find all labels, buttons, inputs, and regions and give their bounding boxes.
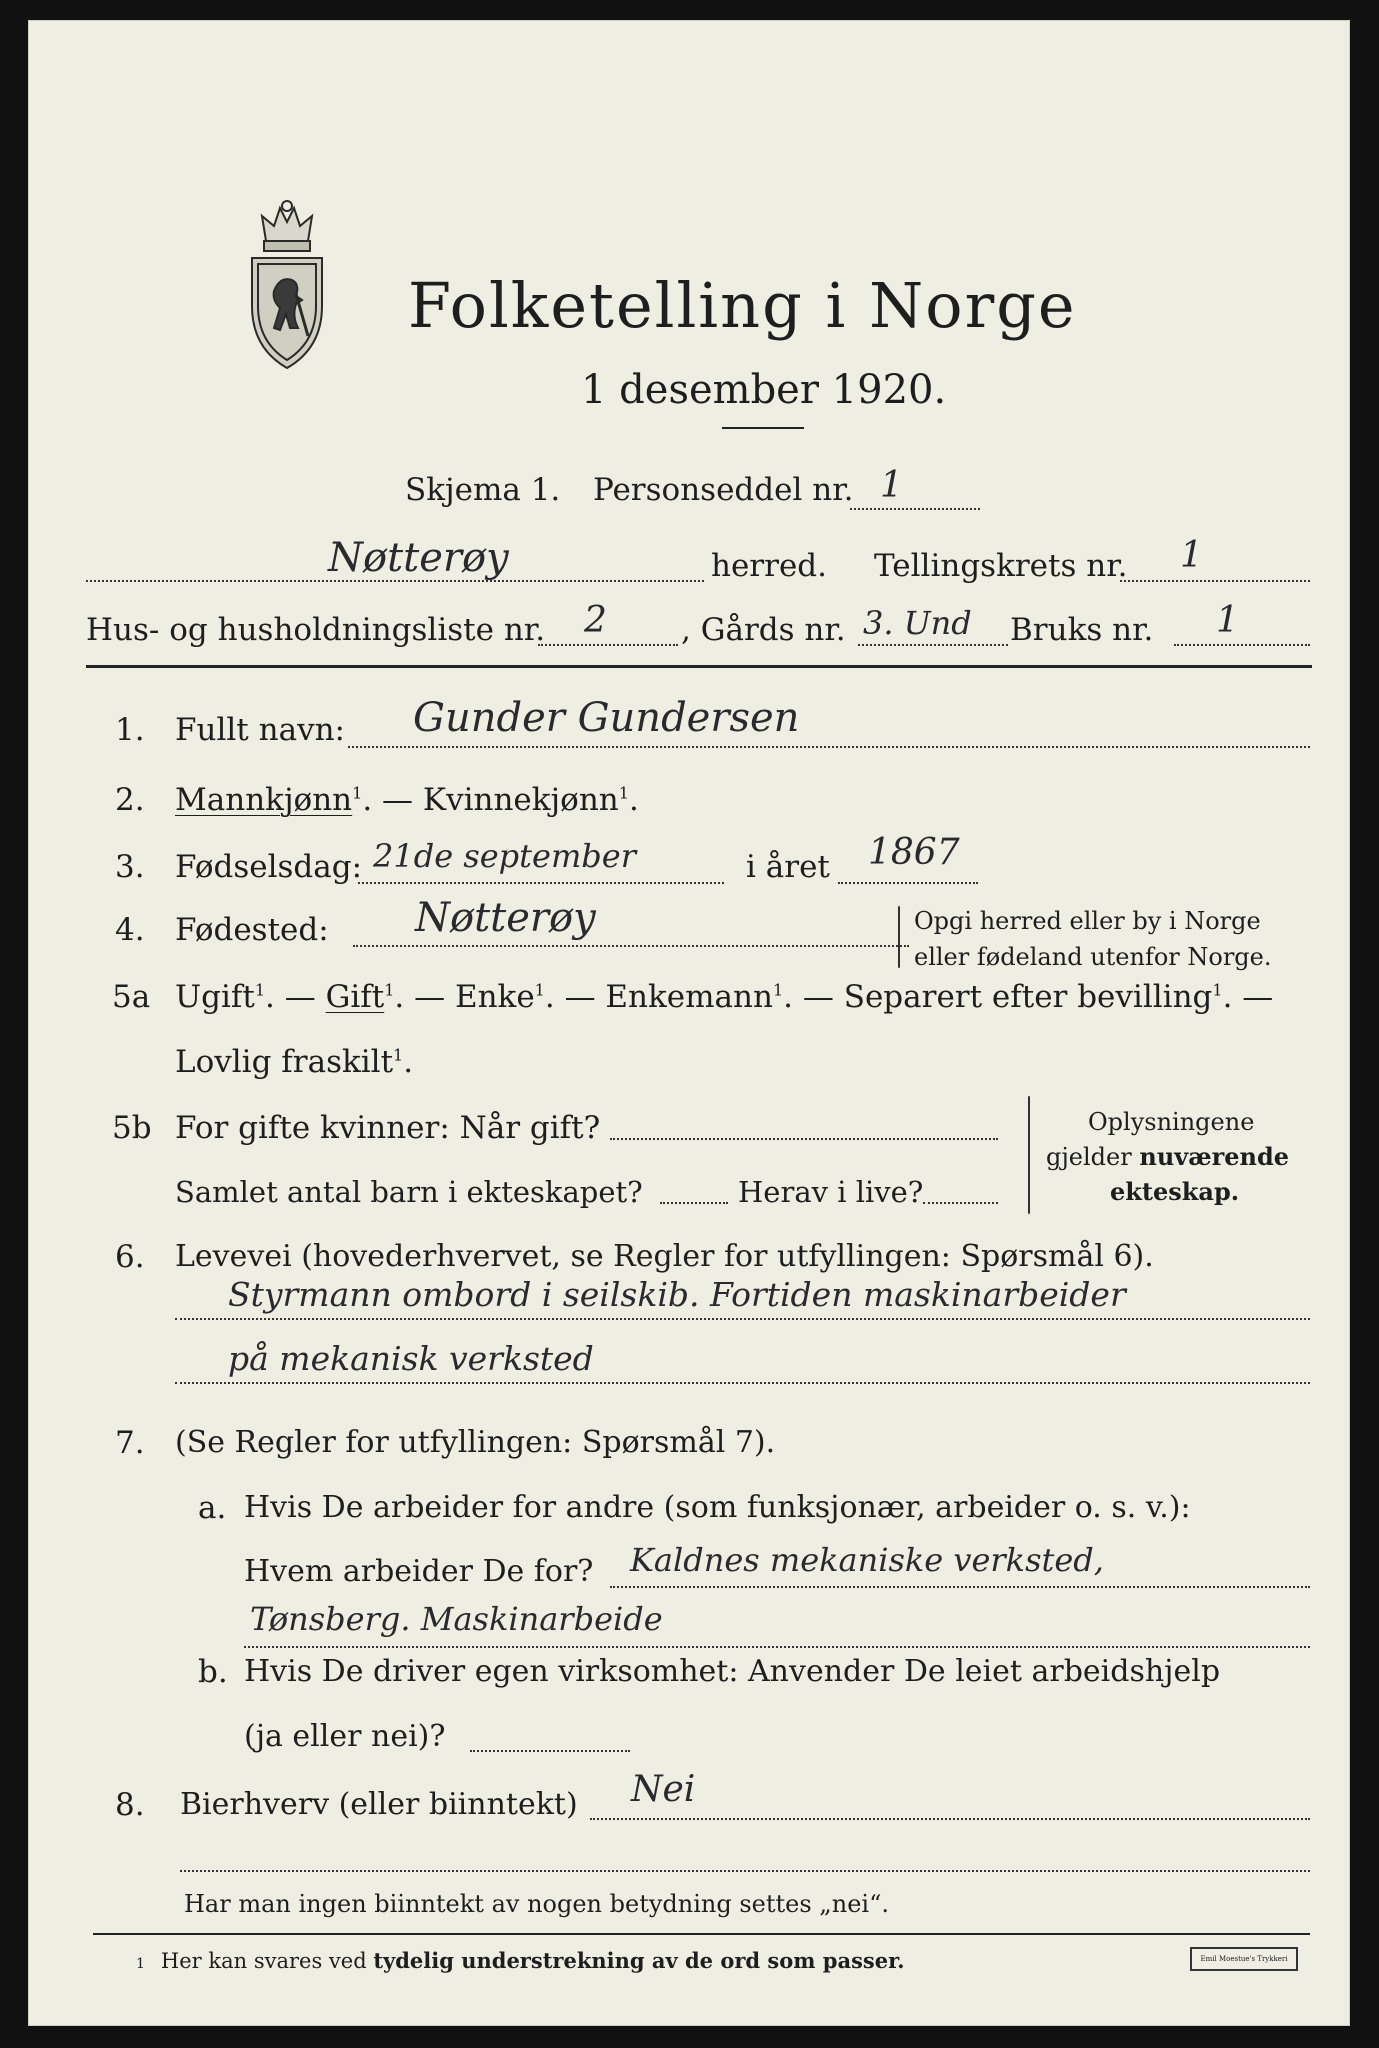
- footnote-text-a: Her kan svares ved: [160, 1949, 367, 1973]
- q5b-number: 5b: [112, 1110, 152, 1146]
- q5b-brace: [1028, 1096, 1030, 1214]
- q4-note-2: eller fødeland utenfor Norge.: [914, 943, 1272, 971]
- enke-option: Enke: [454, 979, 535, 1015]
- q5a-number: 5a: [112, 979, 151, 1015]
- no-income-note: Har man ingen biinntekt av nogen betydning settes „nei“.: [184, 1890, 889, 1918]
- q8-number: 8.: [115, 1787, 145, 1823]
- q3-number: 3.: [115, 849, 145, 885]
- q7b-question: (ja eller nei)?: [244, 1719, 446, 1754]
- q7a-number: a.: [198, 1490, 227, 1526]
- year-line: [838, 882, 978, 884]
- herred-value: Nøtterøy: [328, 535, 509, 581]
- herred-label: herred.: [711, 548, 827, 584]
- bruks-number: 1: [1216, 600, 1239, 641]
- krets-number: 1: [1180, 535, 1203, 576]
- gards-line: [858, 644, 1008, 646]
- employer-value-1: Kaldnes mekaniske verksted,: [630, 1541, 1104, 1579]
- q7-number: 7.: [115, 1425, 145, 1461]
- q7a-who-label: Hvem arbeider De for?: [244, 1554, 594, 1589]
- printer-stamp: [1190, 1947, 1298, 1971]
- person-line: [850, 508, 980, 510]
- schema-label: Skjema 1.: [405, 472, 561, 508]
- enkemann-option: Enkemann: [605, 979, 773, 1015]
- q1-line: [348, 746, 1310, 748]
- q4-label: Fødested:: [175, 912, 329, 948]
- q7a-text: Hvis De arbeider for andre (som funksjonær, arbeider o. s. v.):: [244, 1490, 1191, 1525]
- krets-line: [1120, 580, 1310, 582]
- q5b-note-1: Oplysningene: [1088, 1108, 1255, 1136]
- q6-number: 6.: [115, 1239, 145, 1275]
- footnote-ref: 1: [393, 1045, 404, 1065]
- footer-divider: [93, 1933, 1310, 1935]
- footnote-ref: 1: [1212, 980, 1223, 1000]
- bruks-line: [1174, 644, 1310, 646]
- q5b-note-2: [1046, 1142, 1290, 1171]
- footnote-ref: 1: [384, 980, 395, 1000]
- year-label: i året: [746, 849, 830, 885]
- q8-line-2: [180, 1870, 1310, 1872]
- separert-option: Separert efter bevilling: [843, 979, 1213, 1015]
- q3-label: Fødselsdag:: [175, 849, 363, 885]
- q5b-label: For gifte kvinner: Når gift?: [175, 1110, 601, 1146]
- q8-line: [590, 1818, 1310, 1820]
- children-label: Samlet antal barn i ekteskapet?: [175, 1175, 643, 1209]
- gards-number: 3. Und: [863, 604, 972, 642]
- note-current: nuværende: [1139, 1142, 1290, 1171]
- period: .: [628, 782, 639, 818]
- census-form: [28, 20, 1350, 2026]
- form-title: Folketelling i Norge: [408, 269, 1077, 342]
- alive-line: [923, 1202, 998, 1204]
- footnote-ref: 1: [618, 783, 629, 803]
- q6-line-2: [175, 1382, 1310, 1384]
- q7a-line-1: [610, 1586, 1310, 1588]
- hus-line: [538, 644, 678, 646]
- birthplace-value: Nøtterøy: [415, 895, 596, 941]
- q7-label: (Se Regler for utfyllingen: Spørsmål 7).: [175, 1425, 776, 1460]
- person-number: 1: [880, 465, 903, 506]
- q1-number: 1.: [115, 712, 145, 748]
- census-date: 1 desember 1920.: [581, 367, 947, 413]
- title-divider: [722, 427, 804, 429]
- alive-label: Herav i live?: [738, 1175, 924, 1209]
- q7b-line: [470, 1750, 630, 1752]
- footnote-ref: 1: [772, 980, 784, 1000]
- footnote-marker: 1: [136, 1956, 145, 1972]
- birth-year-value: 1867: [868, 832, 960, 873]
- q2-options: [175, 782, 639, 818]
- q5b-note-3: ekteskap.: [1110, 1177, 1240, 1206]
- ugift-option: Ugift: [175, 979, 255, 1015]
- q4-number: 4.: [115, 912, 145, 948]
- full-name-value: Gunder Gundersen: [413, 695, 800, 741]
- q3-line: [358, 882, 724, 884]
- lovlig-option: Lovlig fraskilt: [175, 1044, 394, 1080]
- footnote-ref: 1: [254, 980, 266, 1000]
- printer-stamp-text: Emil Moestue's Trykkeri: [1200, 1955, 1288, 1963]
- coat-of-arms-icon: [246, 196, 328, 376]
- note-gjelder: gjelder: [1046, 1143, 1132, 1171]
- q5b-line: [610, 1138, 998, 1140]
- separator: . —: [362, 782, 423, 818]
- occupation-line-2: på mekanisk verksted: [228, 1339, 594, 1378]
- gift-option: Gift: [325, 979, 385, 1015]
- birthdate-value: 21de september: [373, 837, 637, 875]
- q6-line-1: [175, 1318, 1310, 1320]
- q4-line: [353, 945, 909, 947]
- q7b-number: b.: [198, 1654, 228, 1690]
- lovlig-option-line: Lovlig fraskilt$^1$.: [175, 1044, 414, 1080]
- krets-label: Tellingskrets nr.: [874, 548, 1128, 584]
- bruks-label: Bruks nr.: [1010, 612, 1154, 648]
- hus-label: Hus- og husholdningsliste nr.: [86, 612, 546, 648]
- q4-brace: [898, 906, 900, 968]
- occupation-line-1: Styrmann ombord i seilskib. Fortiden maskinarbeider: [228, 1275, 1126, 1314]
- marital-options: Ugift$^1$. — Gift$^1$. — Enke$^1$. — Enkemann$^1$. — Separert efter bevilling$^1$. —: [175, 979, 1274, 1015]
- employer-value-2: Tønsberg. Maskinarbeide: [250, 1600, 663, 1638]
- footnote-ref: 1: [534, 980, 545, 1000]
- q6-label: Levevei (hovederhvervet, se Regler for utfyllingen: Spørsmål 6).: [175, 1239, 1154, 1274]
- q8-label: Bierhverv (eller biinntekt): [180, 1787, 578, 1822]
- male-option: Mannkjønn: [175, 782, 353, 818]
- children-line: [660, 1202, 728, 1204]
- side-income-value: Nei: [631, 1769, 696, 1810]
- person-label: Personseddel nr.: [593, 472, 854, 508]
- q1-label: Fullt navn:: [175, 712, 345, 748]
- gards-label: , Gårds nr.: [681, 612, 846, 648]
- footnote: [136, 1950, 905, 1972]
- footnote-ref: 1: [352, 783, 363, 803]
- q7b-text: Hvis De driver egen virksomhet: Anvender De leiet arbeidshjelp: [244, 1654, 1221, 1689]
- female-option: Kvinnekjønn: [422, 782, 619, 818]
- q7a-line-2: [244, 1646, 1310, 1648]
- header-divider: [86, 665, 1312, 668]
- q4-note-1: Opgi herred eller by i Norge: [914, 907, 1261, 935]
- hus-number: 2: [584, 600, 607, 641]
- q2-number: 2.: [115, 782, 145, 818]
- footnote-text-b: tydelig understrekning av de ord som passer.: [373, 1948, 905, 1973]
